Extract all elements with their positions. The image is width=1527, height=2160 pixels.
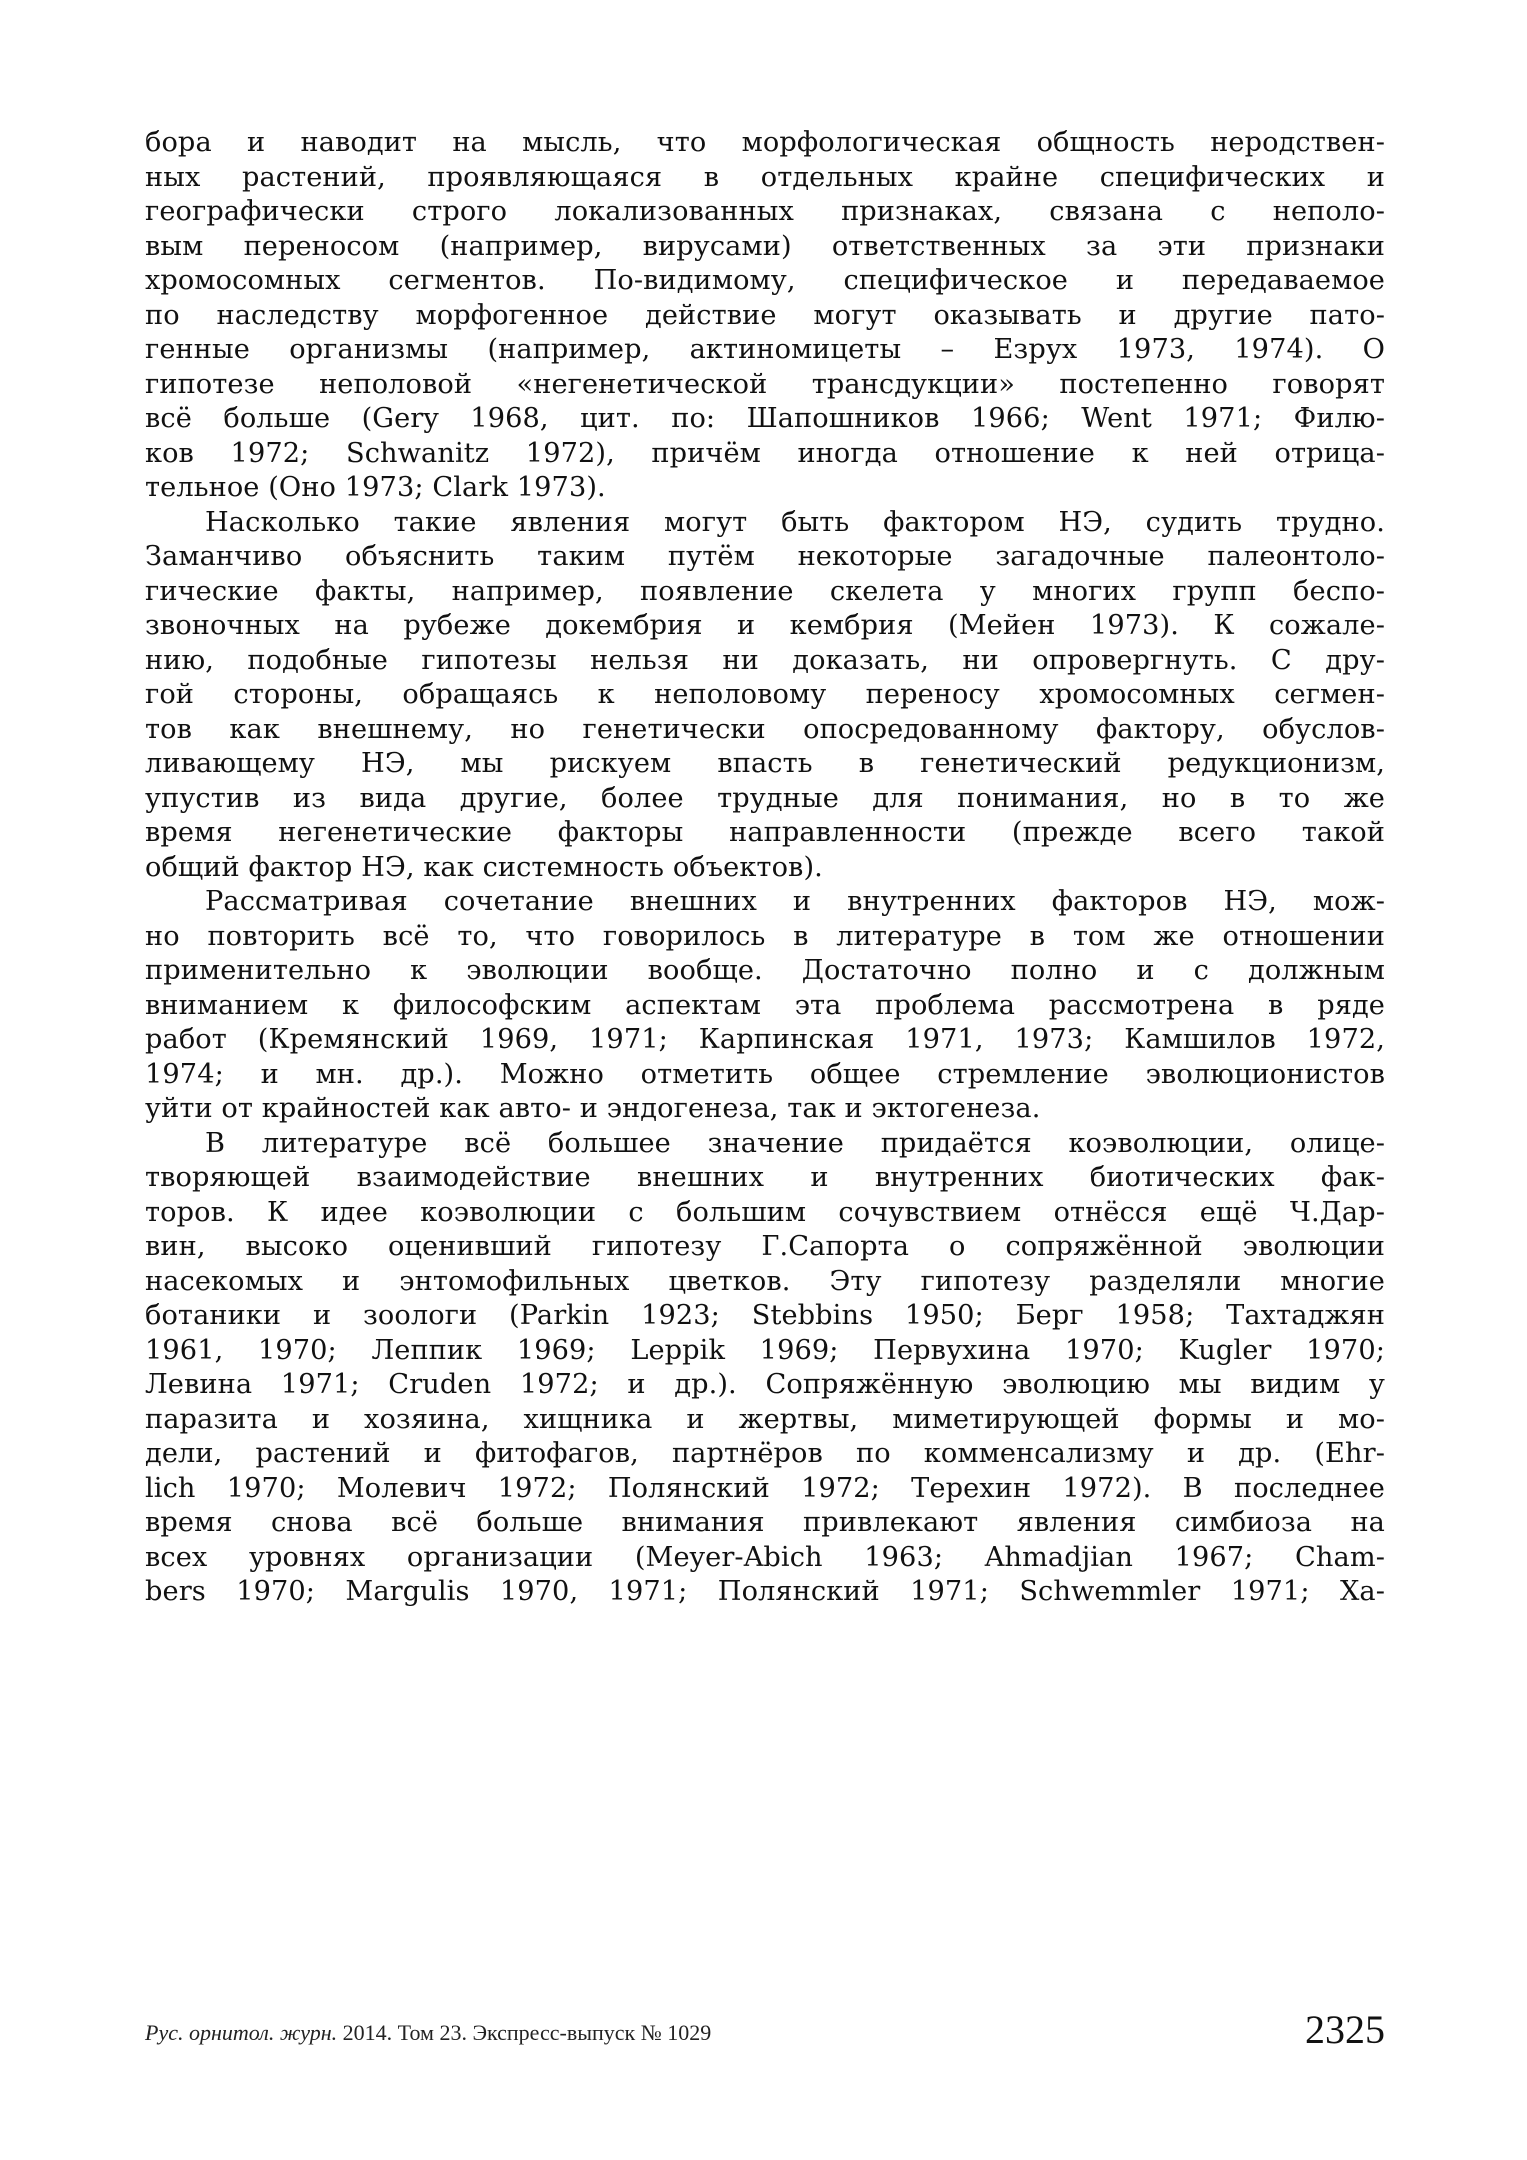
text-line: Левина 1971; Cruden 1972; и др.). Сопряжённую эволюцию мы видим у [145,1369,1385,1400]
text-line: ков 1972; Schwanitz 1972), причём иногда отношение к ней отрица- [145,437,1385,469]
text-line: ных растений, проявляющаяся в отдельных крайне специфических и [145,161,1385,193]
issue-info: 2014. Том 23. Экспресс-выпуск № 1029 [337,2020,712,2045]
paragraph-1 [145,126,1385,506]
text-line: насекомых и энтомофильных цветков. Эту гипотезу разделяли многие [145,1265,1385,1297]
text-line: гипотезе неполовой «негенетической трансдукции» постепенно говорят [145,368,1385,400]
text-line: Заманчиво объяснить таким путём некоторые загадочные палеонтоло- [145,541,1385,572]
text-line: ливающему НЭ, мы рискуем впасть в генетический редукционизм, [145,748,1385,779]
text-line: время снова всё больше внимания привлекают явления симбиоза на [145,1507,1385,1538]
text-line: Рассматривая сочетание внешних и внутренних факторов НЭ, мож- [205,886,1385,917]
text-line: Насколько такие явления могут быть фактором НЭ, судить трудно. [205,506,1385,538]
page-footer [145,2006,1385,2066]
text-line: работ (Кремянский 1969, 1971; Карпинская 1971, 1973; Камшилов 1972, [145,1024,1385,1055]
text-line: творяющей взаимодействие внешних и внутренних биотических фак- [145,1162,1385,1193]
text-line: дели, растений и фитофагов, партнёров по комменсализму и др. (Ehr- [145,1438,1385,1469]
text-line: вым переносом (например, вирусами) ответственных за эти признаки [145,230,1385,262]
text-line: всех уровнях организации (Meyer-Abich 1963; Ahmadjian 1967; Cham- [145,1541,1385,1573]
text-line: время негенетические факторы направленности (прежде всего такой [145,817,1385,848]
text-line: вин, высоко оценивший гипотезу Г.Сапорта о сопряжённой эволюции [145,1231,1385,1262]
text-line: гические факты, например, появление скелета у многих групп беспо- [145,575,1385,607]
text-line: 1974; и мн. др.). Можно отметить общее стремление эволюционистов [145,1058,1385,1090]
text-line: В литературе всё большее значение придаётся коэволюции, олице- [205,1127,1385,1159]
page-number: 2325 [1305,2007,1385,2052]
text-line: нию, подобные гипотезы нельзя ни доказать, ни опровергнуть. С дру- [145,644,1385,676]
text-line: всё больше (Gery 1968, цит. по: Шапошников 1966; Went 1971; Филю- [145,403,1385,434]
journal-abbrev: Рус. орнитол. журн. [145,2020,338,2045]
text-line: бора и наводит на мысль, что морфологическая общность неродствен- [145,127,1385,158]
text-line: но повторить всё то, что говорилось в литературе в том же отношении [145,920,1385,952]
text-line: уйти от крайностей как авто- и эндогенеза, так и эктогенеза. [145,1093,1041,1124]
text-line: географически строго локализованных признаках, связана с неполо- [145,196,1385,227]
text-line: вниманием к философским аспектам эта проблема рассмотрена в ряде [145,989,1385,1021]
text-line: гой стороны, обращаясь к неполовому переносу хромосомных сегмен- [145,679,1385,710]
text-line: применительно к эволюции вообще. Достаточно полно и с должным [145,955,1385,986]
paragraph-3 [145,885,1385,1127]
text-line: по наследству морфогенное действие могут оказывать и другие пато- [145,299,1385,331]
text-line: lich 1970; Молевич 1972; Полянский 1972; Терехин 1972). В последнее [145,1472,1385,1504]
text-line: 1961, 1970; Леппик 1969; Leppik 1969; Первухина 1970; Kugler 1970; [145,1334,1385,1366]
text-line: звоночных на рубеже докембрия и кембрия (Мейен 1973). К сожале- [145,610,1385,641]
text-line: ботаники и зоологи (Parkin 1923; Stebbins 1950; Берг 1958; Тахтаджян [145,1300,1385,1331]
text-line: тельное (Оно 1973; Clark 1973). [145,472,606,503]
page-body [145,126,1385,1610]
text-line: генные организмы (например, актиномицеты – Езрух 1973, 1974). О [145,334,1385,365]
text-line: паразита и хозяина, хищника и жертвы, миметирующей формы и мо- [145,1403,1385,1435]
paragraph-4 [145,1127,1385,1610]
text-line: хромосомных сегментов. По-видимому, специфическое и передаваемое [145,265,1385,296]
text-line: упустив из вида другие, более трудные для понимания, но в то же [145,782,1385,814]
text-line: bers 1970; Margulis 1970, 1971; Полянский 1971; Schwemmler 1971; Ха- [145,1576,1385,1607]
paragraph-2 [145,506,1385,886]
journal-citation [145,2020,711,2046]
text-line: общий фактор НЭ, как системность объектов). [145,851,823,883]
text-line: торов. К идее коэволюции с большим сочувствием отнёсся ещё Ч.Дар- [145,1196,1385,1228]
text-line: тов как внешнему, но генетически опосредованному фактору, обуслов- [145,713,1385,745]
